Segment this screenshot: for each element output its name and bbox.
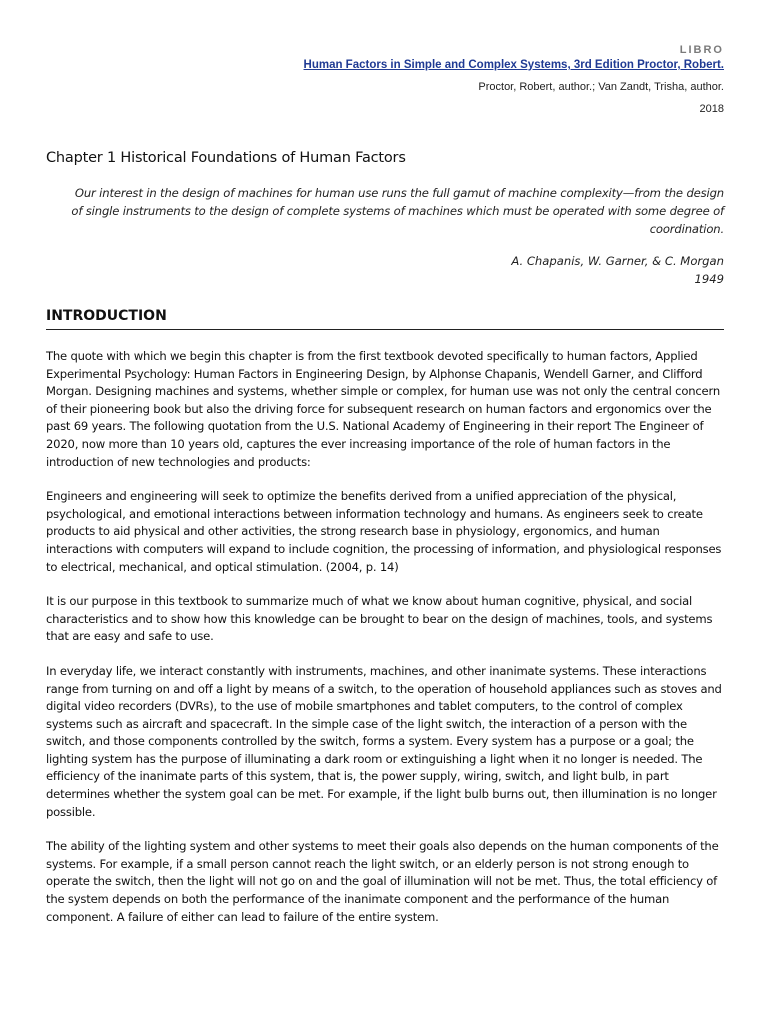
paragraph: Engineers and engineering will seek to optimize the benefits derived from a unified appreciation of the physical, psychological, and emotional interactions between information technology and humans. As engineers seek to create products to aid physical and other activities, the strong research base in physiology, ergonomics, and human interactions with computers will expand to include cognition, the processing of information, and physiological responses to electrical, mechanical, and optical stimulation. (2004, p. 14): [46, 489, 722, 574]
chapter-content: [46, 150, 724, 943]
chapter-title: Chapter 1 Historical Foundations of Human Factors: [46, 150, 406, 166]
authors-line: Proctor, Robert, author.; Van Zandt, Trisha, author.: [478, 81, 724, 93]
attribution-year: 1949: [694, 272, 724, 286]
publication-year: 2018: [699, 103, 724, 115]
paragraph: It is our purpose in this textbook to summarize much of what we know about human cognitive, physical, and social characteristics and to show how this knowledge can be brought to bear on the design of machines, tools, and systems that are easy and safe to use.: [46, 594, 713, 644]
book-title-link[interactable]: Human Factors in Simple and Complex Systems, 3rd Edition Proctor, Robert.: [303, 59, 724, 71]
epigraph-attribution: [46, 252, 724, 288]
attribution-names: A. Chapanis, W. Garner, & C. Morgan: [511, 254, 724, 268]
section-heading: INTRODUCTION: [46, 308, 724, 330]
catalog-header: [304, 44, 724, 115]
paragraph: The quote with which we begin this chapter is from the first textbook devoted specifically to human factors, Applied Experimental Psychology: Human Factors in Engineering Design, by Alphonse Chapanis, Wendell Garner, and Clifford Morgan. Designing machines and systems, whether simple or complex, for human use was not only the central concern of their pioneering book but also the driving force for subsequent research on human factors and ergonomics over the past 69 years. The following quotation from the U.S. National Academy of Engineering in their report The Engineer of 2020, now more than 10 years old, captures the ever increasing importance of the role of human factors in the introduction of new technologies and products:: [46, 349, 720, 469]
paragraph: In everyday life, we interact constantly with instruments, machines, and other inanimate systems. These interactions range from turning on and off a light by means of a switch, to the operation of household appliances such as stoves and digital video recorders (DVRs), to the use of mobile smartphones and tablet computers, to the control of complex systems such as aircraft and spacecraft. In the simple case of the light switch, the interaction of a person with the switch, and those components controlled by the switch, forms a system. Every system has a purpose or a goal; the lighting system has the purpose of illuminating a dark room or extinguishing a light when it no longer is needed. The efficiency of the inanimate parts of this system, that is, the power supply, wiring, switch, and light bulb, in part determines whether the system goal can be met. For example, if the light bulb burns out, then illumination is no longer possible.: [46, 663, 722, 819]
record-type-label: LIBRO: [679, 44, 724, 56]
epigraph-quote: Our interest in the design of machines for human use runs the full gamut of machine complexity—from the design of single instruments to the design of complete systems of machines which must be operated with some degree of coordination.: [71, 186, 724, 236]
paragraph: The ability of the lighting system and other systems to meet their goals also depends on the human components of the systems. For example, if a small person cannot reach the light switch, or an elderly person is not strong enough to operate the switch, then the light will not go on and the goal of illumination will not be met. Thus, the total efficiency of the system depends on both the performance of the inanimate component and the performance of the human component. A failure of either can lead to failure of the entire system.: [46, 839, 719, 924]
